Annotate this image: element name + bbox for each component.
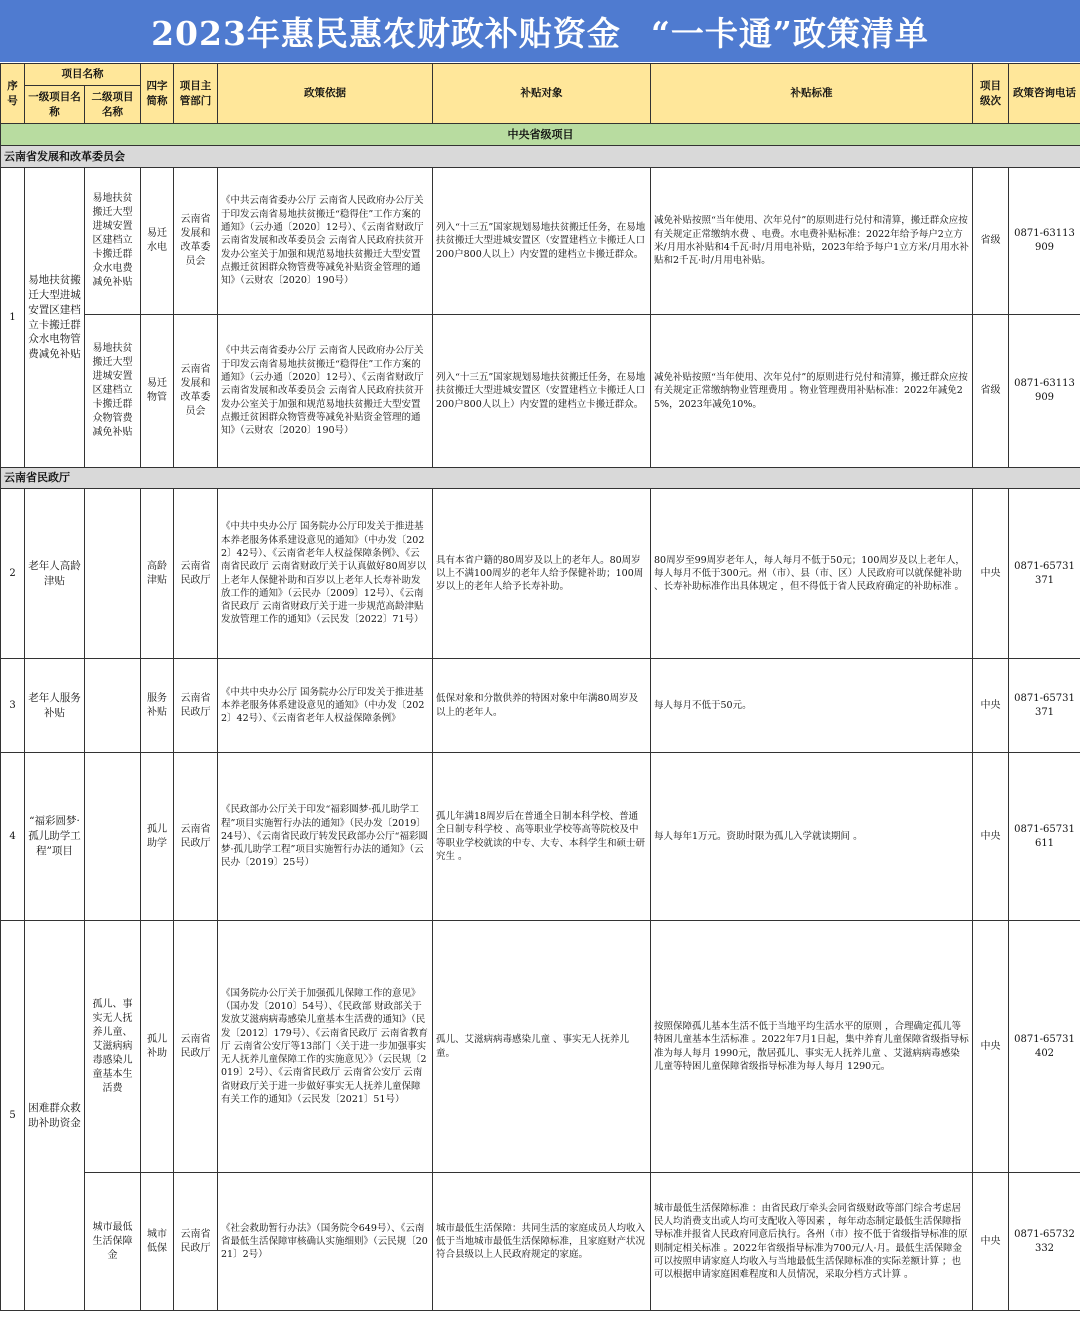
row-standard: 每人每月不低于50元。 (651, 659, 973, 753)
row-short-name: 高龄津贴 (141, 489, 174, 659)
row-proj-level: 中央 (973, 659, 1009, 753)
row-short-name: 易迁水电 (141, 168, 174, 315)
row-level2-name: 易地扶贫搬迁大型进城安置区建档立卡搬迁群众水电费减免补贴 (85, 168, 141, 315)
table-row (1, 315, 1080, 468)
row-level2-name: 孤儿、事实无人抚养儿童、艾滋病病毒感染儿童基本生活费 (85, 921, 141, 1173)
row-short-name: 易迁物管 (141, 315, 174, 468)
row-level2-name: 易地扶贫搬迁大型进城安置区建档立卡搬迁群众物管费减免补贴 (85, 315, 141, 468)
row-proj-level: 中央 (973, 1173, 1009, 1311)
row-level2-name (85, 489, 141, 659)
row-level2-name (85, 753, 141, 921)
row-dept: 云南省民政厅 (174, 659, 218, 753)
row-phone: 0871-65731611 (1009, 753, 1080, 921)
header-level1: 一级项目名称 (25, 86, 85, 124)
header-dept: 项目主管部门 (174, 64, 218, 124)
row-standard: 减免补贴按照“当年使用、次年兑付”的原则进行兑付和清算，搬迁群众应按有关规定正常缴纳水费 、电费。水电费补贴标准：2022年给予每户2立方米/月用水补贴和4千瓦·时/月用电补贴，2023年给予每户1立方米/月用水补贴和2千瓦·时/月用电补贴。 (651, 168, 973, 315)
row-phone: 0871-63113909 (1009, 315, 1080, 468)
policy-table (0, 63, 1080, 1311)
row-standard: 80周岁至99周岁老年人，每人每月不低于50元；100周岁及以上老年人，每人每月不低于300元。州（市）、县（市、区）人民政府可以就保健补助 、长寿补助标准作出具体规定 ，但不得低于省人民政府确定的补助标准 。 (651, 489, 973, 659)
row-standard: 减免补贴按照“当年使用、次年兑付”的原则进行兑付和清算，搬迁群众应按有关规定正常缴纳物业管理费用 。物业管理费用补贴标准：2022年减免25%，2023年减免10%。 (651, 315, 973, 468)
table-row (1, 489, 1080, 659)
page-title (0, 0, 1080, 62)
row-level1-name: 老年人服务补贴 (25, 659, 85, 753)
header-target: 补贴对象 (433, 64, 651, 124)
row-dept: 云南省民政厅 (174, 489, 218, 659)
row-level1-name: 易地扶贫搬迁大型进城安置区建档立卡搬迁群众水电物管费减免补贴 (25, 168, 85, 468)
row-level2-name (85, 659, 141, 753)
row-seq: 3 (1, 659, 25, 753)
row-dept: 云南省发展和改革委员会 (174, 315, 218, 468)
row-seq: 1 (1, 168, 25, 468)
title-part1: 2023年惠民惠农财政补贴资金 (151, 13, 621, 53)
row-level1-name: “福彩圆梦·孤儿助学工程”项目 (25, 753, 85, 921)
header-seq: 序号 (1, 64, 25, 124)
row-dept: 云南省民政厅 (174, 753, 218, 921)
row-seq: 5 (1, 921, 25, 1311)
row-target: 城市最低生活保障：共同生活的家庭成员人均收入低于当地城市最低生活保障标准，且家庭财产状况符合县级以上人民政府规定的家庭。 (433, 1173, 651, 1311)
row-short-name: 城市低保 (141, 1173, 174, 1311)
row-phone: 0871-63113909 (1009, 168, 1080, 315)
row-target: 低保对象和分散供养的特困对象中年满80周岁及以上的老年人。 (433, 659, 651, 753)
row-basis: 《国务院办公厅关于加强孤儿保障工作的意见》（国办发〔2010〕54号）、《民政部 财政部关于发放艾滋病病毒感染儿童基本生活费的通知》（民发〔2012〕179号）、《云南省民政厅 云南省教育厅 云南省公安厅等13部门〈关于进一步加强事实无人抚养儿童保障工作的实施意见〉》（云民规〔2019〕2号）、《云南省民政厅 云南省公安厅 云南省财政厅关于进一步做好事实无人抚养儿童保障有关工作的通知》（云民发〔2021〕51号） (218, 921, 433, 1173)
row-proj-level: 中央 (973, 753, 1009, 921)
table-row (1, 921, 1080, 1173)
header-phone: 政策咨询电话 (1009, 64, 1080, 124)
row-phone: 0871-65732332 (1009, 1173, 1080, 1311)
header-short: 四字简称 (141, 64, 174, 124)
row-basis: 《社会救助暂行办法》（国务院令649号）、《云南省最低生活保障审核确认实施细则》（云民规〔2021〕2号） (218, 1173, 433, 1311)
row-dept: 云南省民政厅 (174, 921, 218, 1173)
row-level1-name: 老年人高龄津贴 (25, 489, 85, 659)
row-seq: 4 (1, 753, 25, 921)
table-row (1, 753, 1080, 921)
header-project-name: 项目名称 (25, 64, 141, 86)
table-row (1, 168, 1080, 315)
row-target: 孤儿、艾滋病病毒感染儿童 、事实无人抚养儿童。 (433, 921, 651, 1173)
row-phone: 0871-65731402 (1009, 921, 1080, 1173)
row-phone: 0871-65731371 (1009, 489, 1080, 659)
row-basis: 《中共云南省委办公厅 云南省人民政府办公厅关于印发云南省易地扶贫搬迁“稳得住”工作方案的通知》（云办通〔2020〕12号）、《云南省财政厅 云南省发展和改革委员会 云南省人民政府扶贫开发办公室关于加强和规范易地扶贫搬迁大型安置点搬迁贫困群众物管费等减免补贴资金管理的通知》（云财农〔2020〕190号） (218, 315, 433, 468)
header-level2: 二级项目名称 (85, 86, 141, 124)
row-phone: 0871-65731371 (1009, 659, 1080, 753)
row-basis: 《中共中央办公厅 国务院办公厅印发关于推进基本养老服务体系建设意见的通知》（中办发〔2022〕42号）、《云南省老年人权益保障条例》、《云南省民政厅 云南省财政厅关于认真做好80周岁以上老年人保健补助和百岁以上老年人长寿补助发放工作的通知》（云民办〔2009〕12号）、《云南省民政厅 云南省财政厅关于进一步规范高龄津贴发放管理工作的通知》（云民发〔2022〕71号） (218, 489, 433, 659)
table-row (1, 1173, 1080, 1311)
row-standard: 城市最低生活保障标准 ：由省民政厅牵头会同省级财政等部门综合考虑居民人均消费支出或人均可支配收入等因素 ，每年动态制定最低生活保障指导标准并报省人民政府同意后执行。各州（市）按不低于省级指导标准的原则制定相关标准 。2022年省级指导标准为700元/人·月。最低生活保障金可以按照申请家庭人均收入与当地最低生活保障标准的实际差额计算 ；也可以根据申请家庭困难程度和人员情况，采取分档方式计算 。 (651, 1173, 973, 1311)
row-dept: 云南省发展和改革委员会 (174, 168, 218, 315)
header-standard: 补贴标准 (651, 64, 973, 124)
row-target: 列入“十三五”国家规划易地扶贫搬迁任务，在易地扶贫搬迁大型进城安置区（安置建档立卡搬迁人口200户800人以上）内安置的建档立卡搬迁群众。 (433, 168, 651, 315)
row-level2-name: 城市最低生活保障金 (85, 1173, 141, 1311)
row-proj-level: 中央 (973, 921, 1009, 1173)
row-standard: 每人每年1万元。资助时限为孤儿入学就读期间 。 (651, 753, 973, 921)
row-target: 孤儿年满18周岁后在普通全日制本科学校、普通全日制专科学校 、高等职业学校等高等院校及中等职业学校就读的中专、大专、本科学生和硕士研究生 。 (433, 753, 651, 921)
row-proj-level: 省级 (973, 168, 1009, 315)
group-header: 云南省民政厅 (1, 468, 1080, 489)
row-basis: 《中共中央办公厅 国务院办公厅印发关于推进基本养老服务体系建设意见的通知》（中办发〔2022〕42号）、《云南省老年人权益保障条例》 (218, 659, 433, 753)
row-short-name: 孤儿补助 (141, 921, 174, 1173)
group-header: 云南省发展和改革委员会 (1, 146, 1080, 168)
row-basis: 《民政部办公厅关于印发“福彩圆梦·孤儿助学工程”项目实施暂行办法的通知》（民办发〔2019〕24号）、《云南省民政厅转发民政部办公厅“福彩圆梦·孤儿助学工程”项目实施暂行办法的通知》（云民办〔2019〕25号） (218, 753, 433, 921)
row-dept: 云南省民政厅 (174, 1173, 218, 1311)
header-basis: 政策依据 (218, 64, 433, 124)
row-seq: 2 (1, 489, 25, 659)
row-target: 具有本省户籍的80周岁及以上的老年人。80周岁以上不满100周岁的老年人给予保健补助；100周岁以上的老年人给予长寿补助。 (433, 489, 651, 659)
row-basis: 《中共云南省委办公厅 云南省人民政府办公厅关于印发云南省易地扶贫搬迁“稳得住”工作方案的通知》（云办通〔2020〕12号）、《云南省财政厅 云南省发展和改革委员会 云南省人民政府扶贫开发办公室关于加强和规范易地扶贫搬迁大型安置点搬迁贫困群众物管费等减免补贴资金管理的通知》（云财农〔2020〕190号） (218, 168, 433, 315)
section-central: 中央省级项目 (1, 124, 1080, 146)
row-proj-level: 省级 (973, 315, 1009, 468)
row-short-name: 孤儿助学 (141, 753, 174, 921)
header-proj-level: 项目级次 (973, 64, 1009, 124)
row-level1-name: 困难群众救助补助资金 (25, 921, 85, 1311)
row-short-name: 服务补贴 (141, 659, 174, 753)
row-standard: 按照保障孤儿基本生活不低于当地平均生活水平的原则 ，合理确定孤儿等特困儿童基本生活标准 。2022年7月1日起，集中养育儿童保障省级指导标准为每人每月 1990元，散居孤儿、事实无人抚养儿童 、艾滋病病毒感染儿童等特困儿童保障省级指导标准为每人每月 1290元。 (651, 921, 973, 1173)
row-target: 列入“十三五”国家规划易地扶贫搬迁任务，在易地扶贫搬迁大型进城安置区（安置建档立卡搬迁人口200户800人以上）内安置的建档立卡搬迁群众。 (433, 315, 651, 468)
row-proj-level: 中央 (973, 489, 1009, 659)
title-part2: “一卡通”政策清单 (650, 13, 929, 53)
table-row (1, 659, 1080, 753)
